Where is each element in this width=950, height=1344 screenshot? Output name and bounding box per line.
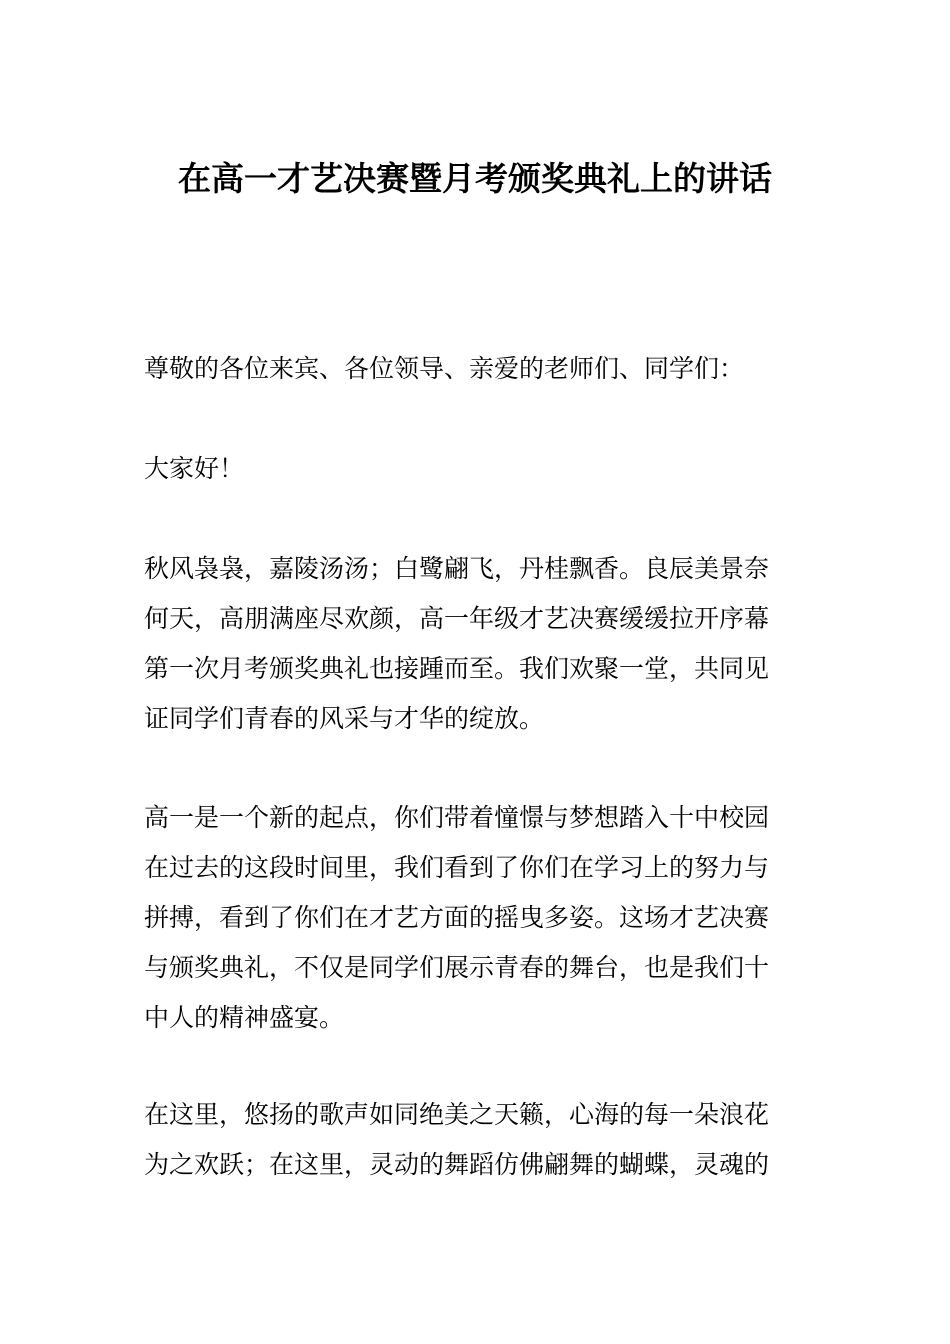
greeting-line: 大家好！ xyxy=(144,454,245,483)
paragraph-2 xyxy=(144,793,814,1043)
salutation xyxy=(144,344,814,394)
paragraph-line: 拼搏，看到了你们在才艺方面的摇曳多姿。这场才艺决赛 xyxy=(144,903,770,932)
paragraph-line: 何天，高朋满座尽欢颜，高一年级才艺决赛缓缓拉开序幕 xyxy=(144,604,770,633)
paragraph-line: 中人的精神盛宴。 xyxy=(144,1003,345,1032)
paragraph-line: 第一次月考颁奖典礼也接踵而至。我们欢聚一堂，共同见 xyxy=(144,654,770,683)
paragraph-line: 在过去的这段时间里，我们看到了你们在学习上的努力与 xyxy=(144,853,770,882)
document-title: 在高一才艺决赛暨月考颁奖典礼上的讲话 xyxy=(178,159,772,198)
paragraph-line: 证同学们青春的风采与才华的绽放。 xyxy=(144,704,545,733)
paragraph-1 xyxy=(144,544,814,744)
paragraph-line: 高一是一个新的起点，你们带着憧憬与梦想踏入十中校园 xyxy=(144,803,770,832)
paragraph-line: 在这里，悠扬的歌声如同绝美之天籁，心海的每一朵浪花 xyxy=(144,1100,770,1129)
paragraph-line: 与颁奖典礼，不仅是同学们展示青春的舞台，也是我们十 xyxy=(144,953,770,982)
salutation-line: 尊敬的各位来宾、各位领导、亲爱的老师们、同学们： xyxy=(144,354,745,383)
greeting xyxy=(144,444,814,494)
paragraph-line: 秋风袅袅，嘉陵汤汤；白鹭翩飞，丹桂飘香。良辰美景奈 xyxy=(144,554,770,583)
paragraph-line: 为之欢跃；在这里，灵动的舞蹈仿佛翩舞的蝴蝶，灵魂的 xyxy=(144,1150,770,1179)
paragraph-3 xyxy=(144,1090,814,1190)
